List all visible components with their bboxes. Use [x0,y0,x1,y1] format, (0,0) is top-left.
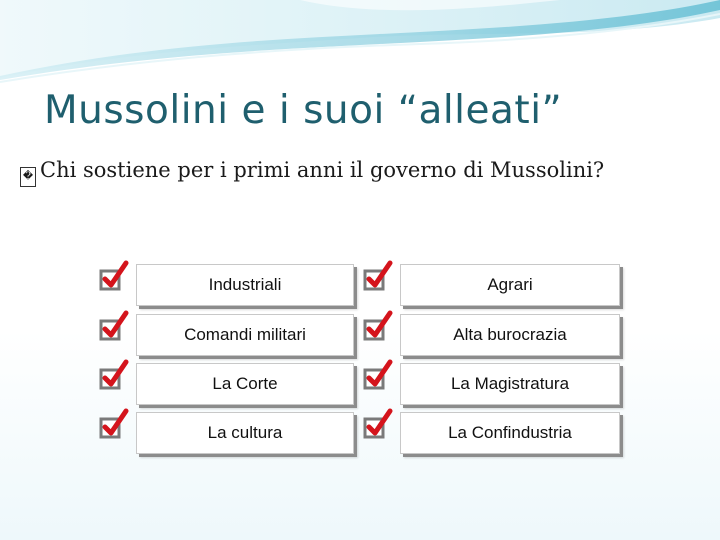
question-text: Chi sostiene per i primi anni il governo di Mussolini? [40,158,605,182]
options-grid [98,260,628,460]
option-item [362,260,587,304]
option-item [362,359,587,403]
slide-title: Mussolini e i suoi “alleati” [44,88,563,133]
checked-box-icon [362,260,396,296]
checked-box-icon [98,260,132,296]
option-box: La Confindustria [400,412,620,454]
checked-box-icon [362,310,396,346]
checked-box-icon [98,310,132,346]
option-box: Comandi militari [136,314,354,356]
checked-box-icon [98,359,132,395]
bullet-glyph: � [20,167,36,187]
bullet-question [20,158,604,187]
option-box: Alta burocrazia [400,314,620,356]
checked-box-icon [98,408,132,444]
option-item [98,408,323,452]
option-box: La Magistratura [400,363,620,405]
option-box: La Corte [136,363,354,405]
option-box: Industriali [136,264,354,306]
option-item [362,408,587,452]
option-item [98,310,323,354]
header-wave-decoration [0,0,720,90]
option-item [362,310,587,354]
option-box: Agrari [400,264,620,306]
checked-box-icon [362,408,396,444]
option-box: La cultura [136,412,354,454]
option-item [98,359,323,403]
checked-box-icon [362,359,396,395]
option-item [98,260,323,304]
